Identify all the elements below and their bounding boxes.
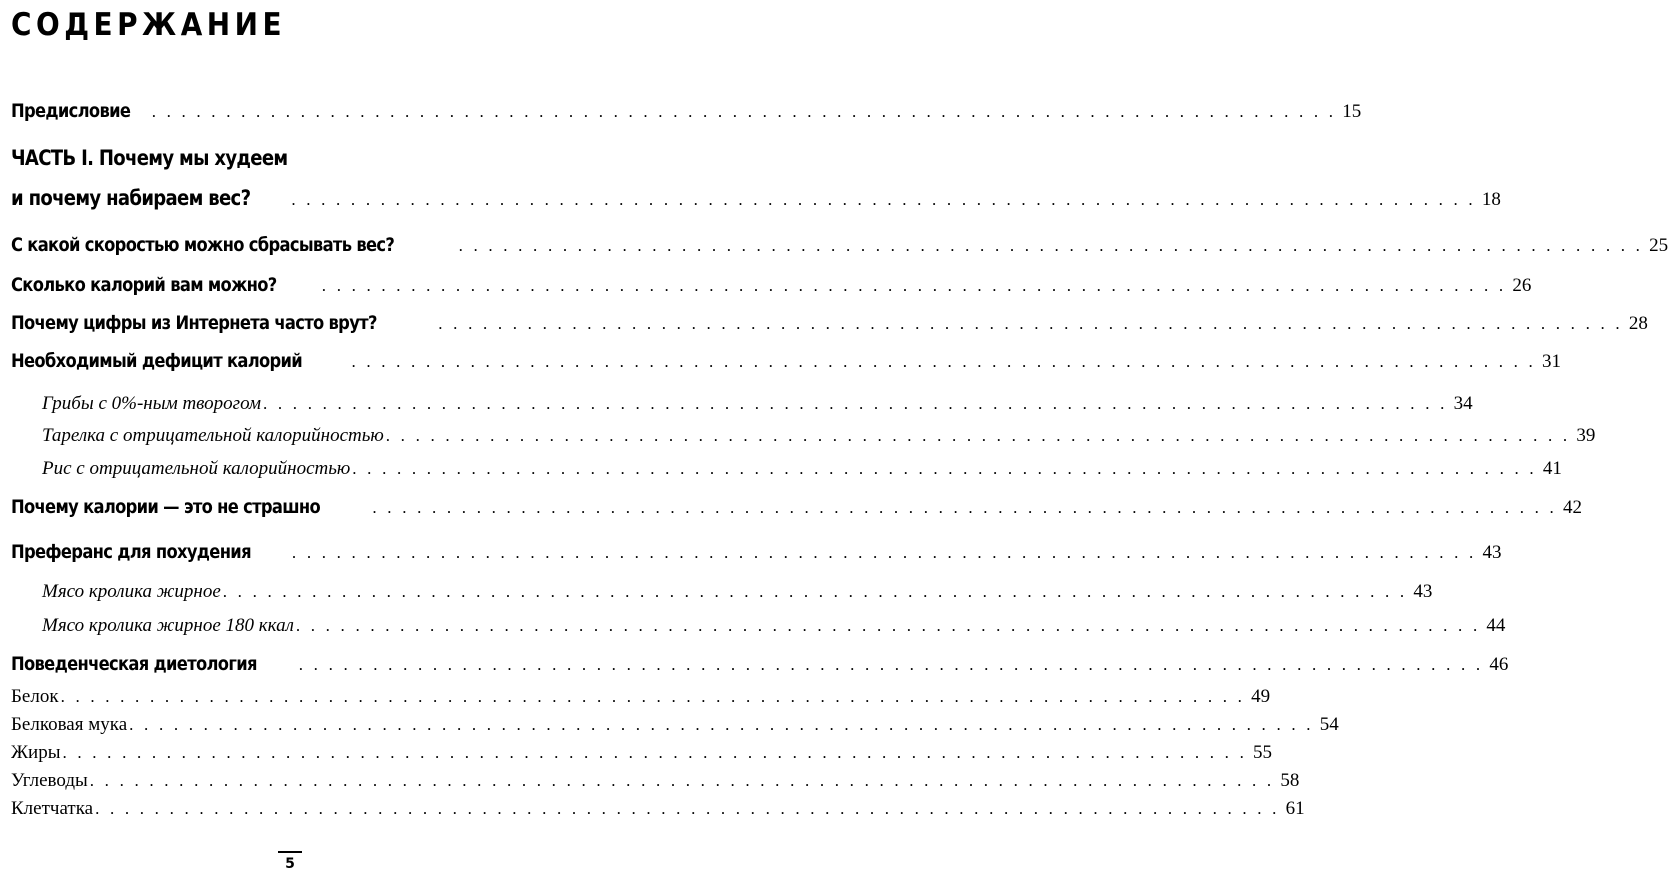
dot-leader: . . . . . . . . . . . . . . . . . . . . . . . . . . . . . . . . . . . . . . . . . . . . . . . . . . . . . . . . . . . . . . . . . . . . . . . . . . . . . . . .: [295, 616, 1481, 635]
toc-entry-page: 15: [1342, 101, 1362, 122]
dot-leader: . . . . . . . . . . . . . . . . . . . . . . . . . . . . . . . . . . . . . . . . . . . . . . . . . . . . . . . . . . . . . . . . . . . . . . . . . . . . . . . .: [351, 352, 1537, 371]
toc-entry[interactable]: [11, 742, 1273, 764]
dot-leader: . . . . . . . . . . . . . . . . . . . . . . . . . . . . . . . . . . . . . . . . . . . . . . . . . . . . . . . . . . . . . . . . . . . . . . . . . . . . . . . .: [458, 236, 1644, 255]
toc-entry-page: 18: [1481, 189, 1501, 210]
dot-leader: . . . . . . . . . . . . . . . . . . . . . . . . . . . . . . . . . . . . . . . . . . . . . . . . . . . . . . . . . . . . . . . . . . . . . . . . . . . . . . . .: [291, 543, 1477, 562]
dot-leader: . . . . . . . . . . . . . . . . . . . . . . . . . . . . . . . . . . . . . . . . . . . . . . . . . . . . . . . . . . . . . . . . . . . . . . . . . . . . . . . .: [372, 498, 1557, 517]
toc-entry-title: Белковая мука: [11, 714, 128, 735]
toc-entry-title: Необходимый дефицит калорий: [11, 350, 303, 372]
part-title-line1: ЧАСТЬ I. Почему мы худеем: [11, 146, 288, 170]
toc-entry-page: 61: [1285, 798, 1305, 819]
toc-entry[interactable]: [11, 770, 1300, 792]
toc-entry-title: Грибы с 0%-ным творогом: [42, 393, 261, 414]
toc-entry[interactable]: [11, 714, 1339, 736]
footer-rule: [278, 851, 302, 853]
dot-leader: . . . . . . . . . . . . . . . . . . . . . . . . . . . . . . . . . . . . . . . . . . . . . . . . . . . . . . . . . . . . . . . . . . . . . . . . . . . . . . . .: [60, 687, 1246, 706]
toc-entry-page: 31: [1542, 351, 1562, 372]
toc-entry[interactable]: [11, 274, 1532, 297]
dot-leader: . . . . . . . . . . . . . . . . . . . . . . . . . . . . . . . . . . . . . . . . . . . . . . . . . . . . . . . . . . . . . . . . . . . . . . . . . . . . . . . .: [222, 582, 1408, 601]
toc-entry-title: Клетчатка: [11, 798, 94, 819]
toc-entry-page: 28: [1628, 313, 1648, 334]
dot-leader: . . . . . . . . . . . . . . . . . . . . . . . . . . . . . . . . . . . . . . . . . . . . . . . . . . . . . . . . . . . . . . . . . . . . . . . . . . . . . . . .: [89, 771, 1275, 790]
toc-entry-title: Сколько калорий вам можно?: [11, 274, 277, 296]
dot-leader: . . . . . . . . . . . . . . . . . . . . . . . . . . . . . . . . . . . . . . . . . . . . . . . . . . . . . . . . . . . . . . . . . . . . . . . . . . . . . . . .: [352, 459, 1537, 478]
toc-entry-page: 26: [1512, 275, 1532, 296]
toc-entry-page: 55: [1253, 742, 1273, 763]
toc-entry-page: 43: [1482, 542, 1502, 563]
toc-entry[interactable]: [11, 234, 1668, 257]
toc-entry-title: Мясо кролика жирное: [42, 581, 221, 602]
dot-leader: . . . . . . . . . . . . . . . . . . . . . . . . . . . . . . . . . . . . . . . . . . . . . . . . . . . . . . . . . . . . . . . . . . . . . . . . . . . . . . . .: [291, 190, 1476, 209]
page-title: СОДЕРЖАНИЕ: [11, 7, 287, 43]
toc-entry-page: 54: [1319, 714, 1339, 735]
toc-entry-page: 44: [1486, 615, 1506, 636]
toc-subentry[interactable]: [42, 581, 1433, 603]
dot-leader: . . . . . . . . . . . . . . . . . . . . . . . . . . . . . . . . . . . . . . . . . . . . . . . . . . . . . . . . . . . . . . . . . . . . . . . . . . . . . . . .: [151, 102, 1337, 121]
toc-entry-title: Поведенческая диетология: [11, 653, 257, 675]
toc-entry-title: Почему калории — это не страшно: [11, 496, 321, 518]
dot-leader: . . . . . . . . . . . . . . . . . . . . . . . . . . . . . . . . . . . . . . . . . . . . . . . . . . . . . . . . . . . . . . . . . . . . . . . . . . . . . . . .: [95, 799, 1280, 818]
toc-entry[interactable]: [11, 312, 1648, 335]
dot-leader: . . . . . . . . . . . . . . . . . . . . . . . . . . . . . . . . . . . . . . . . . . . . . . . . . . . . . . . . . . . . . . . . . . . . . . . . . . . . . . . .: [263, 394, 1448, 413]
toc-entry-part-1[interactable]: [11, 186, 1501, 211]
dot-leader: . . . . . . . . . . . . . . . . . . . . . . . . . . . . . . . . . . . . . . . . . . . . . . . . . . . . . . . . . . . . . . . . . . . . . . . . . . . . . . . .: [438, 314, 1623, 333]
toc-entry-page: 42: [1562, 497, 1582, 518]
dot-leader: . . . . . . . . . . . . . . . . . . . . . . . . . . . . . . . . . . . . . . . . . . . . . . . . . . . . . . . . . . . . . . . . . . . . . . . . . . . . . . . .: [298, 655, 1484, 674]
toc-entry-page: 39: [1576, 425, 1596, 446]
toc-entry-title: С какой скоростью можно сбрасывать вес?: [11, 234, 395, 256]
toc-entry[interactable]: [11, 350, 1562, 373]
toc-entry-title: Рис с отрицательной калорийностью: [42, 458, 351, 479]
toc-entry-page: 34: [1453, 393, 1473, 414]
toc-entry-title: Белок: [11, 686, 59, 707]
toc-subentry[interactable]: [42, 393, 1473, 415]
toc-entry[interactable]: [11, 496, 1582, 519]
toc-entry-title: Мясо кролика жирное 180 ккал: [42, 615, 294, 636]
dot-leader: . . . . . . . . . . . . . . . . . . . . . . . . . . . . . . . . . . . . . . . . . . . . . . . . . . . . . . . . . . . . . . . . . . . . . . . . . . . . . . . .: [321, 276, 1507, 295]
toc-entry-page: 46: [1489, 654, 1509, 675]
toc-entry[interactable]: [11, 686, 1271, 708]
toc-subentry[interactable]: [42, 458, 1562, 480]
toc-entry-page: 43: [1413, 581, 1433, 602]
toc-entry-title: Углеводы: [11, 770, 88, 791]
toc-subentry[interactable]: [42, 615, 1506, 637]
toc-entry-title: Предисловие: [11, 100, 131, 122]
toc-entry-preface[interactable]: [11, 100, 1362, 123]
toc-entry-title: Тарелка с отрицательной калорийностью: [42, 425, 384, 446]
toc-entry-page: 58: [1280, 770, 1300, 791]
page-number: 5: [285, 856, 295, 872]
toc-entry[interactable]: [11, 653, 1509, 676]
dot-leader: . . . . . . . . . . . . . . . . . . . . . . . . . . . . . . . . . . . . . . . . . . . . . . . . . . . . . . . . . . . . . . . . . . . . . . . . . . . . . . . .: [129, 715, 1314, 734]
toc-entry[interactable]: [11, 798, 1305, 820]
toc-entry-title: и почему набираем вес?: [11, 186, 251, 210]
toc-entry-page: 49: [1251, 686, 1271, 707]
toc-entry-page: 41: [1542, 458, 1562, 479]
toc-entry-title: Жиры: [11, 742, 61, 763]
toc-entry-title: Преферанс для похудения: [11, 541, 251, 563]
dot-leader: . . . . . . . . . . . . . . . . . . . . . . . . . . . . . . . . . . . . . . . . . . . . . . . . . . . . . . . . . . . . . . . . . . . . . . . . . . . . . . . .: [385, 426, 1571, 445]
table-of-contents: [11, 0, 1668, 888]
toc-subentry[interactable]: [42, 425, 1596, 447]
dot-leader: . . . . . . . . . . . . . . . . . . . . . . . . . . . . . . . . . . . . . . . . . . . . . . . . . . . . . . . . . . . . . . . . . . . . . . . . . . . . . . . .: [62, 743, 1248, 762]
toc-entry-title: Почему цифры из Интернета часто врут?: [11, 312, 377, 334]
toc-entry[interactable]: [11, 541, 1502, 564]
toc-entry-page: 25: [1649, 235, 1668, 256]
